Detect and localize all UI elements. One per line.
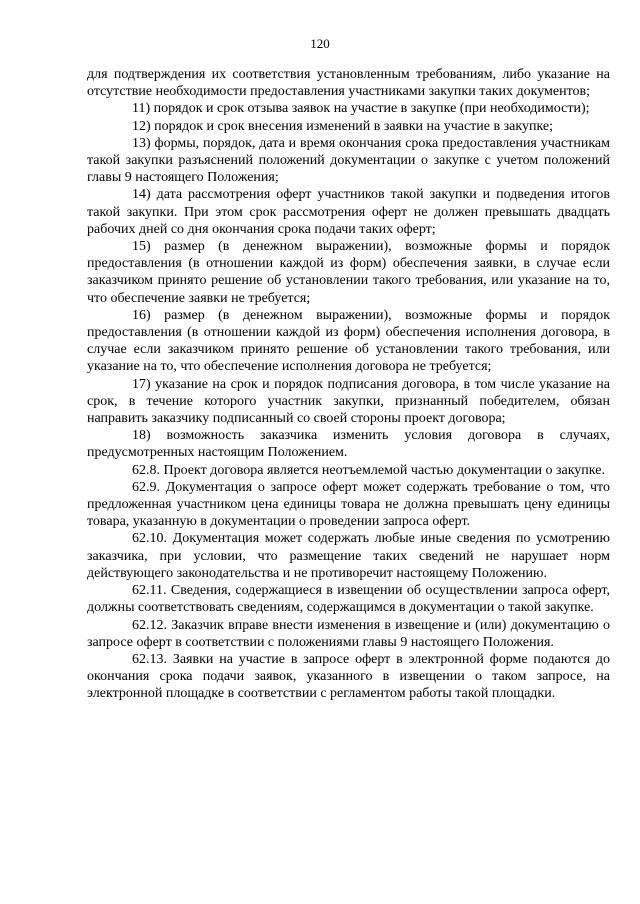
paragraph-continuation: для подтверждения их соответствия установленным требованиям, либо указание на отсутствие необходимости предоставления участниками закупки таких документов;	[87, 67, 610, 100]
paragraph-item-11: 11) порядок и срок отзыва заявок на участие в закупке (при необходимости);	[132, 101, 590, 117]
paragraph-item-13: 13) формы, порядок, дата и время окончания срока предоставления участникам такой закупки разъяснений положений документации о закупке с учетом положений главы 9 настоящего Положения;	[87, 135, 610, 186]
paragraph-62-13: 62.13. Заявки на участие в запросе оферт в электронной форме подаются до окончания срока подачи заявок, указанного в извещении о таком запросе, на электронной площадке в соответствии с регламентом работы такой площадки.	[87, 651, 610, 702]
paragraph-62-11: 62.11. Сведения, содержащиеся в извещении об осуществлении запроса оферт, должны соответствовать сведениям, содержащимся в документации о такой закупке.	[87, 583, 610, 616]
paragraph-item-15: 15) размер (в денежном выражении), возможные формы и порядок предоставления (в отношении каждой из форм) обеспечения заявки, в случае если заказчиком принято решение об установлении такого требования, или указание на то, что обеспечение заявки не требуется;	[87, 239, 610, 306]
paragraph-item-16: 16) размер (в денежном выражении), возможные формы и порядок предоставления (в отношении каждой из форм) обеспечения исполнения договора, в случае если заказчиком принято решение об установлении такого требования, или указание на то, что обеспечение исполнения договора не требуется;	[87, 307, 610, 375]
paragraph-item-18: 18) возможность заказчика изменить условия договора в случаях, предусмотренных настоящим Положением.	[87, 428, 610, 461]
page-number: 120	[310, 36, 330, 51]
paragraph-62-8: 62.8. Проект договора является неотъемлемой частью документации о закупке.	[132, 462, 605, 478]
paragraph-item-12: 12) порядок и срок внесения изменений в заявки на участие в закупке;	[132, 118, 553, 134]
paragraph-62-12: 62.12. Заказчик вправе внести изменения в извещение и (или) документацию о запросе оферт в соответствии с положениями главы 9 настоящего Положения.	[87, 617, 610, 650]
paragraph-62-10: 62.10. Документация может содержать любые иные сведения по усмотрению заказчика, при условии, что размещение таких сведений не нарушает норм действующего законодательства и не противоречит настоящему Положению.	[87, 531, 610, 581]
paragraph-item-17: 17) указание на срок и порядок подписания договора, в том числе указание на срок, в течение которого участник закупки, признанный победителем, обязан направить заказчику подписанный со своей стороны проект договора;	[87, 376, 610, 427]
paragraph-item-14: 14) дата рассмотрения оферт участников такой закупки и подведения итогов такой закупки. При этом срок рассмотрения оферт не должен превышать двадцать рабочих дней со дня окончания срока подачи таких оферт;	[87, 187, 610, 237]
document-body	[87, 66, 610, 703]
paragraph-62-9: 62.9. Документация о запросе оферт может содержать требование о том, что предложенная участником цена единицы товара не должна превышать цену единицы товара, указанную в документации о проведении запроса оферт.	[87, 479, 610, 530]
